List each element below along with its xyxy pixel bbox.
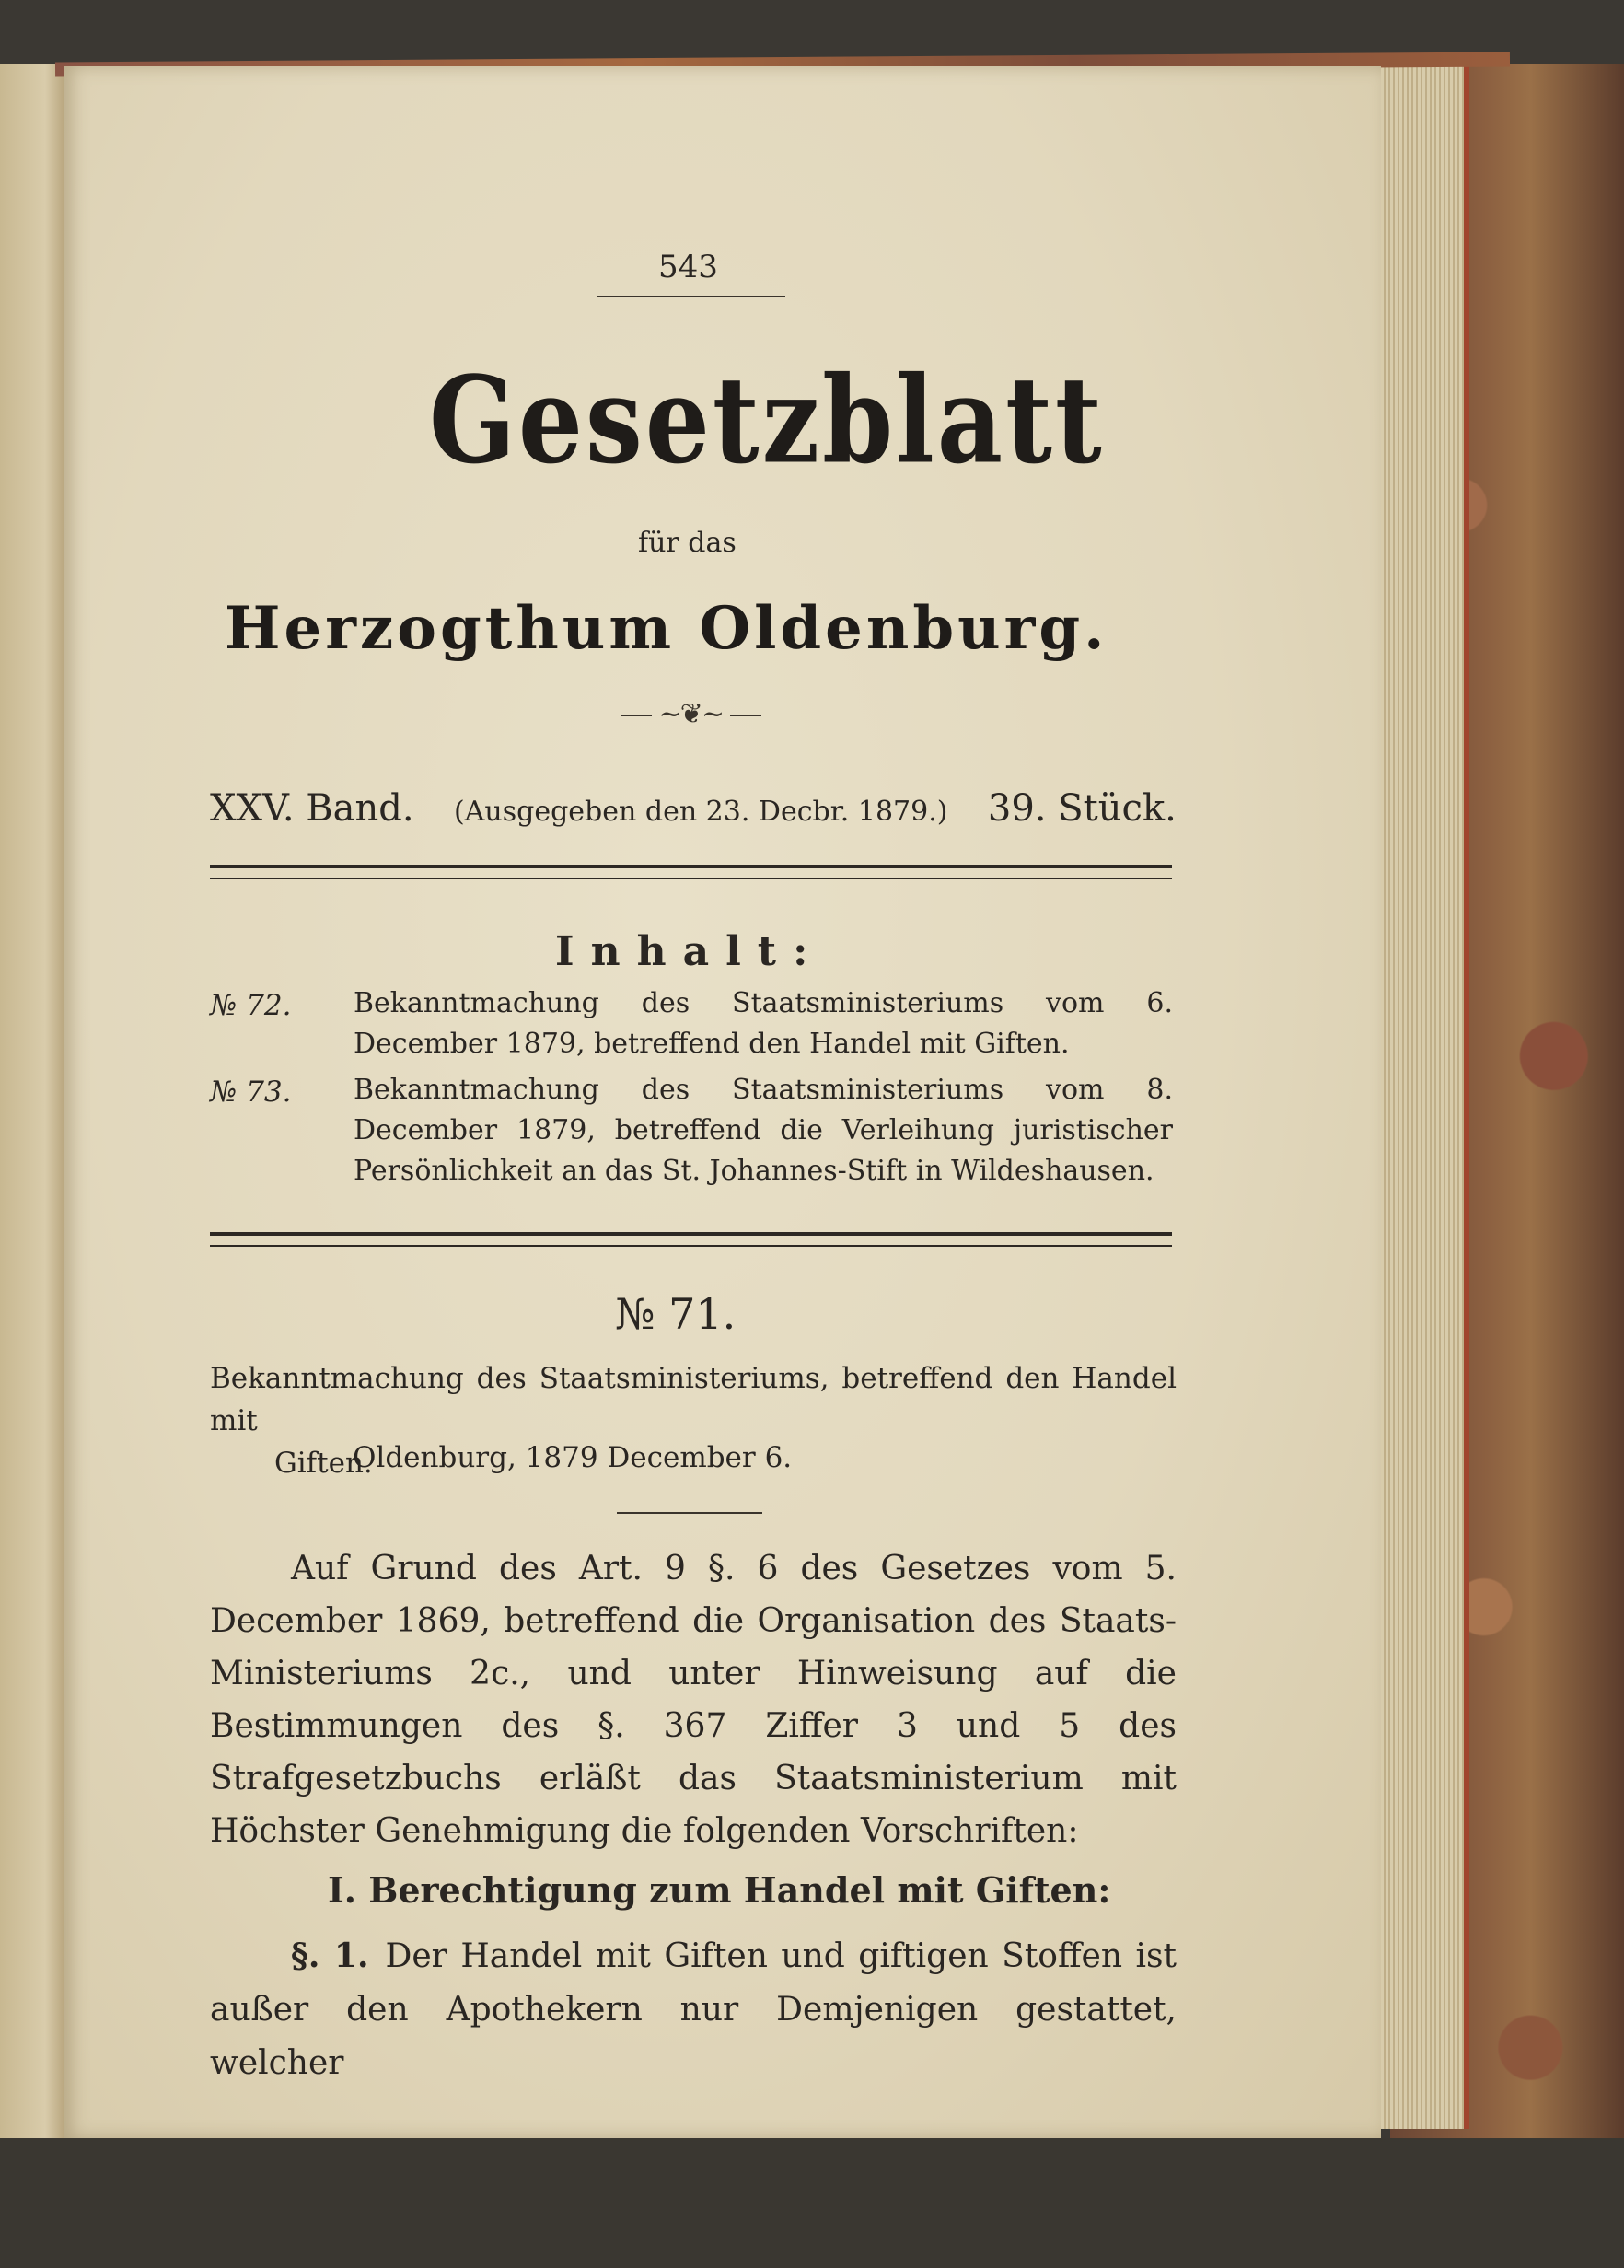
- contents-entry-text: Bekanntmachung des Staatsministeriums vom 6. December 1879, betreffend den Handel mit Giften.: [354, 987, 1173, 1060]
- contents-entry-text: Bekanntmachung des Staatsministeriums vom 8. December 1879, betreffend die Verleihung juristischer Persönlichkeit an das St. Johannes-Stift in Wildeshausen.: [354, 1074, 1173, 1187]
- ornament-divider: [621, 698, 761, 730]
- paragraph-mark: §. 1.: [291, 1937, 369, 1975]
- section-heading: I. Berechtigung zum Handel mit Giften:: [328, 1869, 1111, 1911]
- notice-body: Auf Grund des Art. 9 §. 6 des Gesetzes vom 5. December 1869, betreffend die Organisation des Staats-Ministeriums 2c., und unter Hinweisung auf die Bestimmungen des §. 367 Ziffer 3 und 5 des Strafgesetzbuchs erläßt das Staatsministerium mit Höchster Genehmigung die folgenden Vorschriften:: [210, 1550, 1177, 1850]
- paragraph-text: Der Handel mit Giften und giftigen Stoffen ist außer den Apothekern nur Demjenigen gestattet, welcher: [210, 1937, 1177, 2082]
- header-double-rule: [210, 865, 1172, 879]
- contents-heading: Inhalt:: [555, 928, 825, 975]
- notice-title-line: Bekanntmachung des Staatsministeriums, betreffend den Handel mit: [210, 1362, 1177, 1437]
- previous-page-edge: [0, 64, 66, 2268]
- issue-date: (Ausgegeben den 23. Decbr. 1879.): [454, 796, 948, 828]
- page-number-rule: [597, 296, 785, 297]
- issue-part: 39. Stück.: [987, 787, 1177, 830]
- page-number: 543: [658, 249, 718, 285]
- masthead-region: Herzogthum Oldenburg.: [225, 594, 1108, 663]
- ornament-line-right: [730, 715, 761, 716]
- notice-rule: [617, 1512, 762, 1514]
- masthead-title: Gesetzblatt: [429, 350, 1105, 491]
- issue-line: [210, 787, 1177, 830]
- notice-number: № 71.: [615, 1289, 737, 1339]
- ornament-glyph: ~❦~: [658, 698, 723, 730]
- paragraph-1: [210, 1929, 1177, 2090]
- notice-title-continuation: Giften.: [274, 1447, 373, 1480]
- contents-entry-number: № 72.: [210, 989, 292, 1022]
- masthead-subtitle: für das: [638, 527, 737, 559]
- scan-background: [0, 2138, 1624, 2268]
- contents-entry-number: № 73.: [210, 1076, 292, 1109]
- notice-place-date: Oldenburg, 1879 December 6.: [353, 1441, 793, 1474]
- contents-double-rule: [210, 1232, 1172, 1247]
- ornament-line-left: [621, 715, 652, 716]
- issue-volume: XXV. Band.: [210, 787, 414, 830]
